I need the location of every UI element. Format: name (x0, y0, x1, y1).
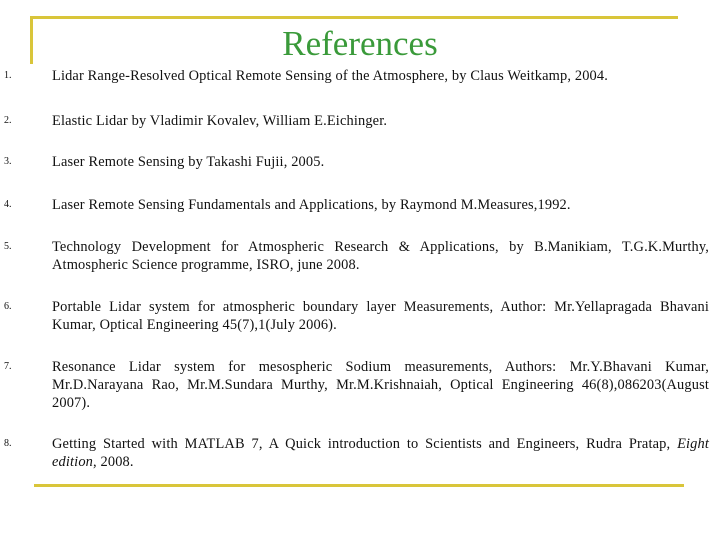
reference-number: 8. (4, 438, 12, 449)
reference-text: Portable Lidar system for atmospheric boundary layer Measurements, Author: Mr.Yellapragada Bhavani Kumar, Optical Engineering 45(7),1(July 2006). (52, 299, 709, 333)
reference-text (52, 435, 709, 471)
reference-number: 6. (4, 301, 12, 312)
reference-text: Resonance Lidar system for mesospheric Sodium measurements, Authors: Mr.Y.Bhavani Kumar, Mr.D.Narayana Rao, Mr.M.Sundara Murthy, Mr.M.Krishnaiah, Optical Engineering 46(8),086203(August 2007). (52, 359, 709, 411)
reference-number: 5. (4, 241, 12, 252)
frame-bottom-rule (34, 484, 684, 487)
edition-text: Eight edition (52, 436, 709, 470)
page-title: References (282, 24, 438, 63)
reference-number: 1. (4, 70, 12, 81)
reference-text-main: Getting Started with MATLAB 7, A Quick introduction to Scientists and Engineers, Rudra Pratap, (52, 436, 678, 452)
reference-number: 4. (4, 199, 12, 210)
reference-number: 7. (4, 361, 12, 372)
reference-number: 2. (4, 115, 12, 126)
reference-text: Laser Remote Sensing by Takashi Fujii, 2005. (52, 154, 325, 170)
reference-number: 3. (4, 156, 12, 167)
reference-text: Lidar Range-Resolved Optical Remote Sensing of the Atmosphere, by Claus Weitkamp, 2004. (52, 68, 608, 84)
reference-text: Laser Remote Sensing Fundamentals and Applications, by Raymond M.Measures,1992. (52, 197, 571, 213)
frame-top-rule (30, 16, 678, 19)
reference-text: Elastic Lidar by Vladimir Kovalev, William E.Eichinger. (52, 113, 388, 129)
reference-text-end: , 2008. (93, 454, 134, 470)
reference-text: Technology Development for Atmospheric Research & Applications, by B.Manikiam, T.G.K.Murthy, Atmospheric Science programme, ISRO, june 2008. (52, 239, 709, 273)
